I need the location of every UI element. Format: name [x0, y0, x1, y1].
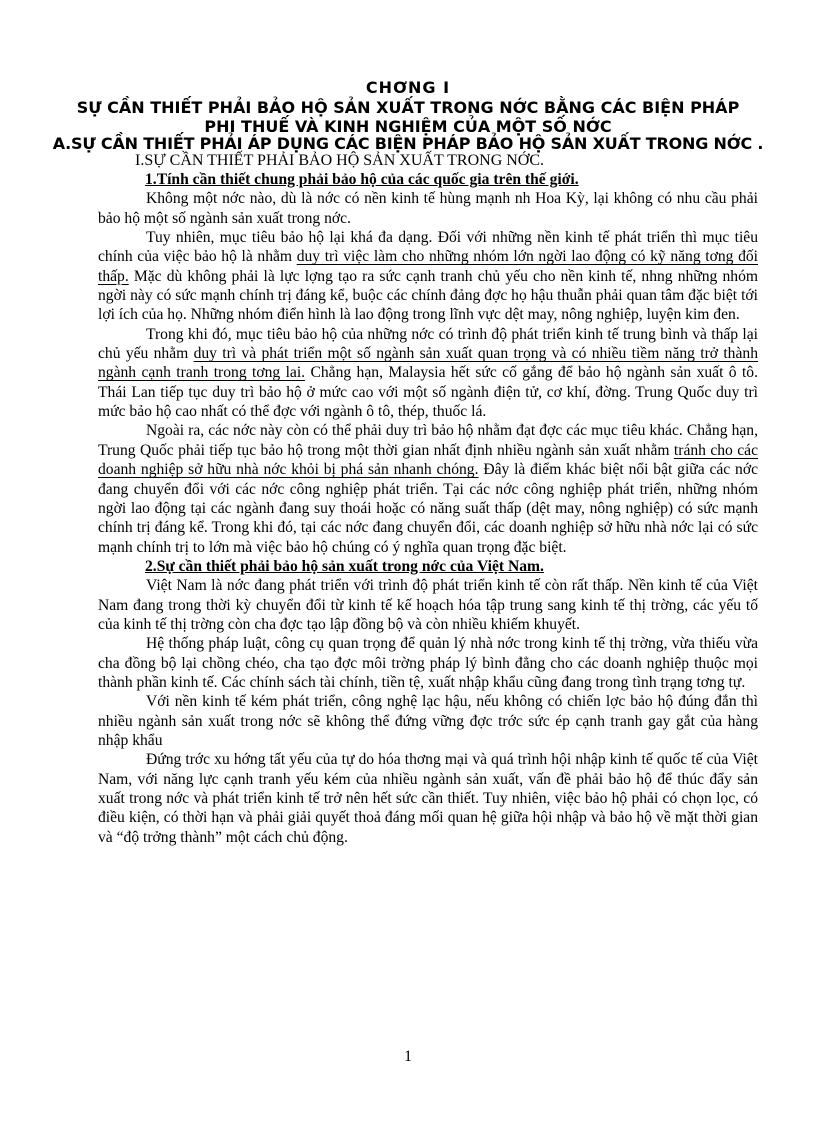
underlined-phrase: tránh cho các doanh nghiệp sở hữu nhà nớc khỏi bị phá sản nhanh chóng. [98, 441, 759, 479]
paragraph: Việt Nam là nớc đang phát triển với trình độ phát triển kinh tế còn rất thấp. Nền kinh tế của Việt Nam đang trong thời kỳ chuyển đổi từ kinh tế kế hoạch hóa tập trung sang kinh tế thị trờng, các yếu tố của kinh tế thị trờng còn cha đợc tạo lập đồng bộ và còn nhiều khiếm khuyết. [98, 577, 758, 633]
chapter-label: CHƠNG I [365, 78, 451, 97]
paragraph: Không một nớc nào, dù là nớc có nền kinh tế hùng mạnh nh Hoa Kỳ, lại không có nhu cầu phải bảo hộ một số ngành sản xuất trong nớc. [98, 190, 758, 227]
underlined-phrase: duy trì và phát triển một số ngành sản xuất quan trọng và có nhiều tiềm năng trở thành ngành cạnh tranh trong tơng lai. [98, 345, 758, 382]
paragraph: Trong khi đó, mục tiêu bảo hộ của những nớc có trình độ phát triển kinh tế trung bình và thấp lại chủ yếu nhằm duy trì và phát triển một số ngành sản xuất quan trọng và có nhiều tiềm năng trở thành ngành cạnh tranh trong tơng lai. Chẳng hạn, Malaysia hết sức cố gắng để bảo hộ ngành sản xuất ô tô. Thái Lan tiếp tục duy trì bảo hộ ở mức cao với một số ngành điện tử, cơ khí, đờng. Trung Quốc duy trì mức bảo hộ cao nhất có thể đợc với ngành ô tô, thép, thuốc lá. [98, 325, 758, 421]
paragraph: Đứng trớc xu hớng tất yếu của tự do hóa thơng mại và quá trình hội nhập kinh tế quốc tế của Việt Nam, với năng lực cạnh tranh yếu kém của nhiều ngành sản xuất, vấn đề phải bảo hộ để thúc đẩy sản xuất trong nớc và phát triển kinh tế trở nên hết sức cần thiết. Tuy nhiên, việc bảo hộ phải có chọn lọc, có điều kiện, có thời hạn và phải giải quyết thoả đáng mối quan hệ giữa hội nhập và bảo hộ về mặt thời gian và “độ trởng thành” một cách chủ động. [98, 751, 758, 846]
subsection-1-heading: 1.Tính cần thiết chung phải bảo hộ của các quốc gia trên thế giới. [145, 171, 579, 188]
document-body [98, 152, 758, 847]
chapter-heading-block [0, 78, 816, 152]
paragraph: Với nền kinh tế kém phát triển, công nghệ lạc hậu, nếu không có chiến lợc bảo hộ đúng đắn thì nhiều ngành sản xuất trong nớc sẽ không thể đứng vững đợc trớc sức ép cạnh tranh gay gắt của hàng nhập khẩu [98, 693, 758, 749]
subsection-2-heading: 2.Sự cần thiết phải bảo hộ sản xuất trong nớc của Việt Nam. [145, 557, 544, 575]
chapter-title-line2: PHI THUẾ VÀ KINH NGHIỆM CỦA MỘT SỐ NỚC [204, 117, 612, 136]
paragraph: Hệ thống pháp luật, công cụ quan trọng để quản lý nhà nớc trong kinh tế thị trờng, vừa thiếu vừa cha đồng bộ lại chồng chéo, cha tạo đợc môi trờng pháp lý bình đẳng cho các doanh nghiệp thuộc mọi thành phần kinh tế. Các chính sách tài chính, tiền tệ, xuất nhập khẩu cũng đang trong tình trạng tơng tự. [98, 635, 758, 691]
chapter-title: SỰ CẦN THIẾT PHẢI BẢO HỘ SẢN XUẤT TRONG NỚC BẰNG CÁC BIỆN PHÁP [76, 98, 740, 117]
paragraph: Ngoài ra, các nớc này còn có thể phải duy trì bảo hộ nhằm đạt đợc các mục tiêu khác. Chẳng hạn, Trung Quốc phải tiếp tục bảo hộ trong một thời gian nhất định nhiều ngành sản xuất nhằm tránh cho các doanh nghiệp sở hữu nhà nớc khỏi bị phá sản nhanh chóng. Đây là điểm khác biệt nổi bật giữa các nớc đang chuyển đổi với các nớc công nghiệp phát triển. Tại các nớc công nghiệp phát triển, những nhóm ngời lao động tại các ngành đang suy thoái hoặc có năng suất thấp (dệt may, nông nghiệp) có sức mạnh chính trị đáng kể. Trong khi đó, tại các nớc đang chuyển đổi, các doanh nghiệp sở hữu nhà nớc lại có sức mạnh chính trị to lớn mà việc bảo hộ chúng có ý nghĩa quan trọng đặc biệt. [98, 422, 759, 556]
underlined-phrase: duy trì việc làm cho những nhóm lớn ngời lao động có kỹ năng tơng đối thấp. [98, 248, 758, 285]
section-a-heading: A.SỰ CẦN THIẾT PHẢI ÁP DỤNG CÁC BIỆN PHÁP BẢO HỘ SẢN XUẤT TRONG NỚC . [52, 134, 764, 153]
page-number: 1 [404, 1048, 412, 1065]
paragraph: Tuy nhiên, mục tiêu bảo hộ lại khá đa dạng. Đối với những nền kinh tế phát triển thì mục tiêu chính của việc bảo hộ là nhằm duy trì việc làm cho những nhóm lớn ngời lao động có kỹ năng tơng đối thấp. Mặc dù không phải là lực lợng tạo ra sức cạnh tranh chủ yếu cho nền kinh tế, nhng những nhóm ngời này có sức mạnh chính trị đáng kể, buộc các chính đảng đợc họ hậu thuẫn phải quan tâm đặc biệt tới lợi ích của họ. Những nhóm điển hình là lao động trong lĩnh vực dệt may, nông nghiệp, luyện kim đen. [98, 229, 758, 324]
section-i-heading: I.SỰ CẦN THIẾT PHẢI BẢO HỘ SẢN XUẤT TRONG NỚC. [135, 152, 545, 169]
